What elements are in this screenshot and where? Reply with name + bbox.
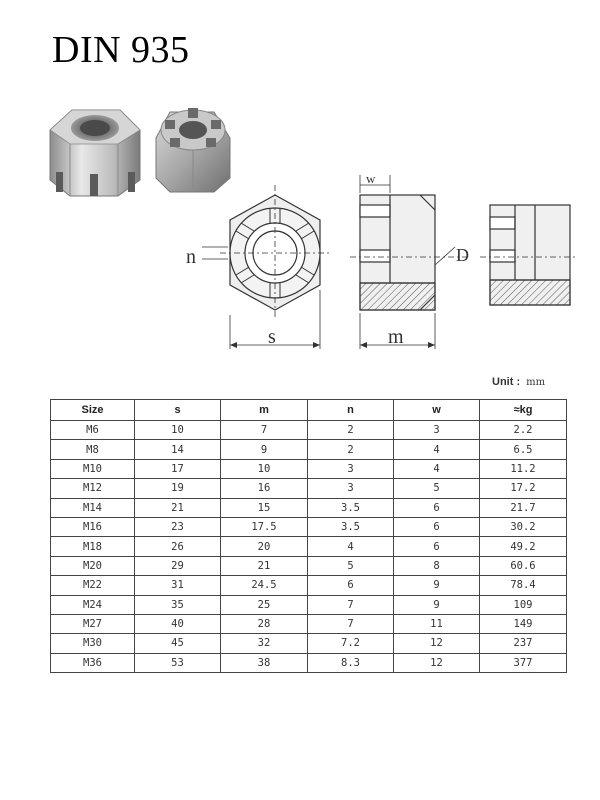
cell-w: 6: [394, 517, 480, 536]
cell-s: 19: [135, 479, 221, 498]
cell-s: 14: [135, 440, 221, 459]
table-header-row: [51, 400, 567, 421]
cell-m: 28: [221, 614, 308, 633]
cell-m: 24.5: [221, 576, 308, 595]
table-row: [51, 517, 567, 536]
cell-size: M16: [51, 517, 135, 536]
cell-m: 32: [221, 634, 308, 653]
cell-s: 45: [135, 634, 221, 653]
cell-n: 3: [308, 459, 394, 478]
page-title: DIN 935: [52, 29, 190, 71]
table-row: [51, 653, 567, 672]
cell-n: 8.3: [308, 653, 394, 672]
cell-w: 8: [394, 556, 480, 575]
cell-w: 6: [394, 537, 480, 556]
cell-kg: 60.6: [480, 556, 567, 575]
side-view: [350, 195, 470, 310]
cell-n: 7: [308, 595, 394, 614]
cell-size: M22: [51, 576, 135, 595]
table-row: [51, 614, 567, 633]
label-s: s: [268, 326, 276, 348]
label-m: m: [388, 326, 404, 348]
header-size: Size: [51, 400, 135, 421]
table-row: [51, 459, 567, 478]
dimensions-table: [50, 399, 567, 673]
header-m: m: [221, 400, 308, 421]
cell-n: 7: [308, 614, 394, 633]
cell-kg: 17.2: [480, 479, 567, 498]
header-w: w: [394, 400, 480, 421]
cell-n: 3: [308, 479, 394, 498]
cell-w: 3: [394, 421, 480, 440]
cell-m: 10: [221, 459, 308, 478]
cell-size: M14: [51, 498, 135, 517]
cell-size: M24: [51, 595, 135, 614]
cell-w: 5: [394, 479, 480, 498]
cell-n: 3.5: [308, 517, 394, 536]
cell-s: 26: [135, 537, 221, 556]
label-d: D: [456, 245, 469, 265]
cell-size: M30: [51, 634, 135, 653]
header-kg: ≈kg: [480, 400, 567, 421]
cell-kg: 237: [480, 634, 567, 653]
cell-m: 38: [221, 653, 308, 672]
cell-s: 21: [135, 498, 221, 517]
cell-w: 12: [394, 634, 480, 653]
cell-size: M12: [51, 479, 135, 498]
cell-s: 17: [135, 459, 221, 478]
table-row: [51, 498, 567, 517]
cell-s: 29: [135, 556, 221, 575]
cell-w: 11: [394, 614, 480, 633]
cell-w: 4: [394, 459, 480, 478]
side-view-alt: [480, 205, 578, 305]
cell-n: 6: [308, 576, 394, 595]
label-n: n: [186, 246, 196, 268]
cell-kg: 2.2: [480, 421, 567, 440]
table-row: [51, 440, 567, 459]
cell-m: 17.5: [221, 517, 308, 536]
table-row: [51, 576, 567, 595]
cell-m: 16: [221, 479, 308, 498]
table-row: [51, 634, 567, 653]
cell-m: 9: [221, 440, 308, 459]
cell-size: M36: [51, 653, 135, 672]
cell-s: 31: [135, 576, 221, 595]
cell-m: 15: [221, 498, 308, 517]
slotted-nut-photo-side: [42, 100, 147, 200]
cell-kg: 11.2: [480, 459, 567, 478]
cell-kg: 21.7: [480, 498, 567, 517]
cell-s: 53: [135, 653, 221, 672]
cell-n: 2: [308, 421, 394, 440]
cell-m: 20: [221, 537, 308, 556]
cell-kg: 78.4: [480, 576, 567, 595]
cell-size: M27: [51, 614, 135, 633]
cell-w: 12: [394, 653, 480, 672]
cell-s: 35: [135, 595, 221, 614]
cell-size: M18: [51, 537, 135, 556]
cell-w: 9: [394, 576, 480, 595]
cell-w: 4: [394, 440, 480, 459]
cell-s: 40: [135, 614, 221, 633]
cell-n: 2: [308, 440, 394, 459]
cell-w: 9: [394, 595, 480, 614]
cell-m: 21: [221, 556, 308, 575]
table-row: [51, 479, 567, 498]
cell-n: 7.2: [308, 634, 394, 653]
table-row: [51, 421, 567, 440]
cell-size: M8: [51, 440, 135, 459]
cell-size: M6: [51, 421, 135, 440]
cell-kg: 49.2: [480, 537, 567, 556]
table-row: [51, 556, 567, 575]
label-w: w: [366, 171, 376, 186]
cell-w: 6: [394, 498, 480, 517]
cell-size: M10: [51, 459, 135, 478]
cell-s: 23: [135, 517, 221, 536]
cell-kg: 30.2: [480, 517, 567, 536]
cell-kg: 377: [480, 653, 567, 672]
front-view: [220, 185, 330, 320]
cell-kg: 109: [480, 595, 567, 614]
cell-m: 25: [221, 595, 308, 614]
header-n: n: [308, 400, 394, 421]
cell-s: 10: [135, 421, 221, 440]
cell-m: 7: [221, 421, 308, 440]
unit-label-text: Unit :: [492, 376, 521, 388]
cell-n: 4: [308, 537, 394, 556]
technical-drawing: [180, 165, 580, 355]
unit-label: [492, 376, 545, 388]
cell-n: 3.5: [308, 498, 394, 517]
cell-kg: 6.5: [480, 440, 567, 459]
cell-kg: 149: [480, 614, 567, 633]
table-row: [51, 595, 567, 614]
cell-n: 5: [308, 556, 394, 575]
cell-size: M20: [51, 556, 135, 575]
table-row: [51, 537, 567, 556]
unit-value: mm: [526, 377, 546, 388]
header-s: s: [135, 400, 221, 421]
